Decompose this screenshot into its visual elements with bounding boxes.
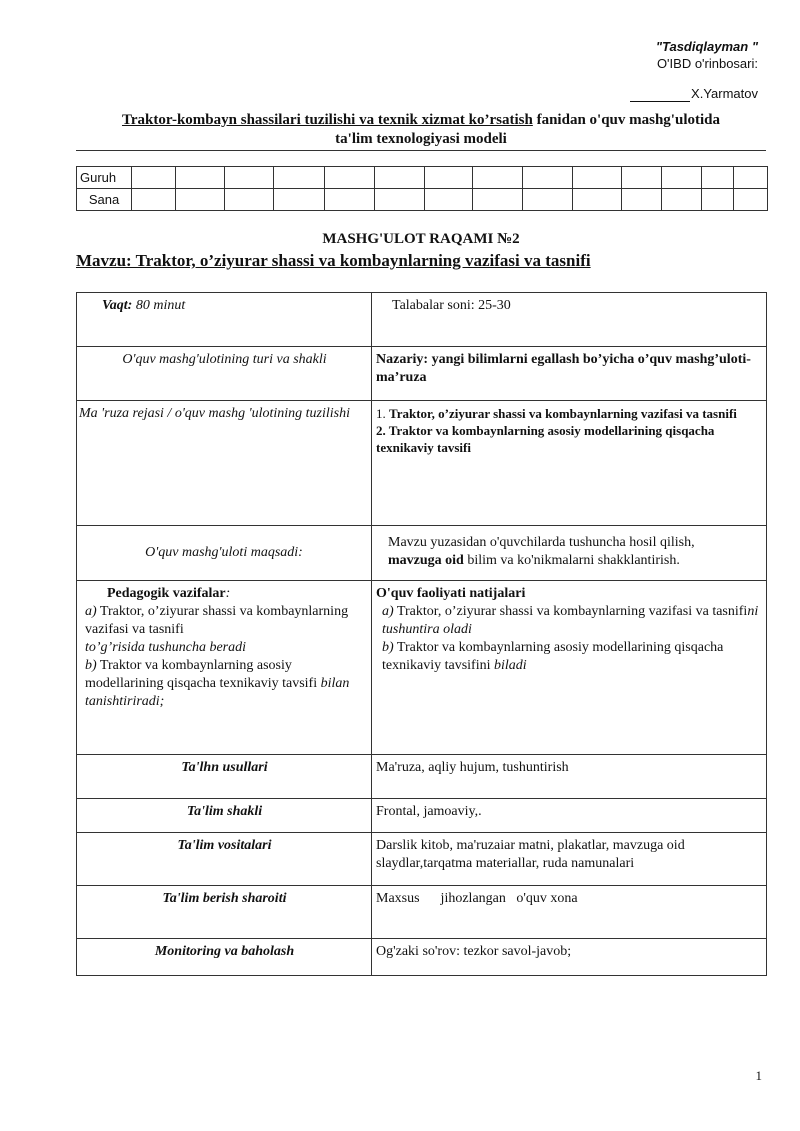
date-cell[interactable]	[375, 189, 425, 211]
form-label: Ta'lim shakli	[186, 804, 263, 819]
goal-value-cell	[372, 526, 767, 581]
res-a-text: Traktor, o’ziyurar shassi va kombaynlarning vazifasi va tasnifi	[393, 604, 748, 619]
date-cell[interactable]	[702, 189, 734, 211]
monitoring-value-cell	[372, 939, 767, 976]
res-b-text: Traktor va kombaynlarning asosiy modellarining qisqacha texnikaviy tavsifini	[382, 640, 724, 673]
ped-a-text: Traktor, o’ziyurar shassi va kombaynlarning vazifasi va tasnifi	[85, 604, 349, 637]
monitoring-value: Og'zaki so'rov: tezkor savol-javob;	[376, 944, 572, 959]
res-a-italic: ni tushuntira oladi	[382, 604, 759, 637]
title-line2: ta'lim texnologiyasi modeli	[335, 131, 507, 147]
conditions-label: Ta'lim berish sharoiti	[162, 891, 287, 906]
table-row	[77, 293, 767, 347]
approval-position: O'IBD o'rinbosari:	[656, 56, 758, 71]
ped-item-a	[85, 603, 368, 657]
date-cell[interactable]	[176, 189, 225, 211]
group-cell[interactable]	[325, 167, 375, 189]
res-b-italic: biladi	[493, 658, 527, 673]
approval-title: "Tasdiqlayman "	[655, 39, 758, 54]
table-row	[77, 755, 767, 799]
group-cell[interactable]	[132, 167, 176, 189]
table-row	[77, 581, 767, 755]
form-value: Frontal, jamoaviy,.	[376, 804, 482, 819]
date-cell[interactable]	[523, 189, 573, 211]
date-cell[interactable]	[662, 189, 702, 211]
plan-value-cell	[372, 401, 767, 526]
means-label: Ta'lim vositalari	[177, 838, 272, 853]
type-label: O'quv mashg'ulotining turi va shakli	[122, 352, 327, 367]
group-cell[interactable]	[425, 167, 473, 189]
result-item-a	[376, 603, 763, 639]
learning-results-cell	[372, 581, 767, 755]
group-cell[interactable]	[662, 167, 702, 189]
results-title: O'quv faoliyati natijalari	[376, 586, 526, 601]
type-label-cell	[77, 347, 372, 401]
table-row	[77, 526, 767, 581]
pedagogical-tasks-cell	[77, 581, 372, 755]
ped-b-text: Traktor va kombaynlarning asosiy modellarining qisqacha texnikaviy tavsifi	[85, 658, 321, 691]
signature-name: X.Yarmatov	[691, 86, 758, 101]
page-number: 1	[755, 1068, 762, 1083]
methods-value-cell	[372, 755, 767, 799]
date-label: Sana	[77, 189, 132, 211]
conditions-value: Maxsus jihozlangan o'quv xona	[376, 891, 578, 906]
group-cell[interactable]	[573, 167, 622, 189]
goal-bold: mavzuga oid	[388, 553, 464, 568]
means-label-cell	[77, 833, 372, 886]
document-title	[76, 111, 766, 149]
time-label: Vaqt:	[102, 298, 133, 313]
means-value: Darslik kitob, ma'ruzaiar matni, plakatlar, mavzuga oid slaydlar,tarqatma materiallar, ruda namunalari	[376, 838, 685, 871]
plan-item-1-num: 1.	[376, 406, 389, 421]
methods-value: Ma'ruza, aqliy hujum, tushuntirish	[376, 760, 569, 775]
plan-item-1	[376, 405, 763, 422]
date-cell[interactable]	[325, 189, 375, 211]
goal-text-1: Mavzu yuzasidan o'quvchilarda tushuncha hosil qilish,	[388, 535, 695, 550]
conditions-value-cell	[372, 886, 767, 939]
group-cell[interactable]	[702, 167, 734, 189]
table-row	[77, 347, 767, 401]
goal-text-2: bilim va ko'nikmalarni shakklantirish.	[463, 553, 680, 568]
res-a-marker: a)	[382, 604, 394, 619]
res-b-marker: b)	[382, 640, 394, 655]
signature-line	[630, 101, 690, 102]
table-row	[77, 799, 767, 833]
ped-a-italic: to’g’risida tushuncha beradi	[85, 640, 246, 655]
goal-label-cell	[77, 526, 372, 581]
means-value-cell	[372, 833, 767, 886]
conditions-label-cell	[77, 886, 372, 939]
goal-label: O'quv mashg'uloti maqsadi:	[145, 545, 303, 560]
date-row	[77, 189, 768, 211]
methods-label-cell	[77, 755, 372, 799]
group-cell[interactable]	[375, 167, 425, 189]
date-cell[interactable]	[425, 189, 473, 211]
ped-b-marker: b)	[85, 658, 97, 673]
table-row	[77, 939, 767, 976]
group-label: Guruh	[77, 167, 132, 189]
group-cell[interactable]	[622, 167, 662, 189]
students-count: Talabalar soni: 25-30	[392, 298, 511, 313]
plan-label: Ma 'ruza rejasi / o'quv mashg 'ulotining tuzilishi	[79, 406, 350, 421]
students-cell	[372, 293, 767, 347]
group-cell[interactable]	[473, 167, 523, 189]
date-cell[interactable]	[274, 189, 325, 211]
title-divider	[76, 150, 766, 151]
lesson-model-table	[76, 292, 767, 976]
date-cell[interactable]	[473, 189, 523, 211]
plan-item-2: 2. Traktor va kombaynlarning asosiy modellarining qisqacha texnikaviy tavsifi	[376, 423, 715, 455]
monitoring-label-cell	[77, 939, 372, 976]
time-cell	[77, 293, 372, 347]
group-cell[interactable]	[523, 167, 573, 189]
group-date-table	[76, 166, 768, 211]
ped-a-marker: a)	[85, 604, 97, 619]
group-row	[77, 167, 768, 189]
date-cell[interactable]	[734, 189, 768, 211]
table-row	[77, 886, 767, 939]
table-row	[77, 833, 767, 886]
date-cell[interactable]	[132, 189, 176, 211]
group-cell[interactable]	[274, 167, 325, 189]
approval-block	[630, 38, 758, 102]
ped-title-line	[85, 585, 368, 603]
group-cell[interactable]	[734, 167, 768, 189]
date-cell[interactable]	[225, 189, 274, 211]
result-item-b	[376, 639, 763, 675]
form-label-cell	[77, 799, 372, 833]
ped-colon: :	[225, 586, 231, 601]
approval-signature	[630, 85, 758, 102]
monitoring-label: Monitoring va baholash	[154, 944, 295, 959]
ped-item-b	[85, 657, 368, 711]
title-rest: fanidan o'quv mashg'ulotida	[532, 112, 720, 128]
plan-item-1-text: Traktor, o’ziyurar shassi va kombaynlarning vazifasi va tasnifi	[389, 406, 737, 421]
plan-label-cell	[77, 401, 372, 526]
form-value-cell	[372, 799, 767, 833]
topic-heading: Mavzu: Traktor, o’ziyurar shassi va kombaynlarning vazifasi va tasnifi	[76, 251, 591, 270]
group-cell[interactable]	[225, 167, 274, 189]
session-number: MASHG'ULOT RAQAMI №2	[322, 231, 520, 247]
date-cell[interactable]	[573, 189, 622, 211]
type-value: Nazariy: yangi bilimlarni egallash bo’yicha o’quv mashg’uloti-ma’ruza	[376, 352, 751, 385]
ped-title: Pedagogik vazifalar	[107, 586, 226, 601]
time-value: 80 minut	[132, 298, 186, 313]
methods-label: Ta'lhn usullari	[181, 760, 268, 775]
date-cell[interactable]	[622, 189, 662, 211]
ped-b-italic: bilan tanishtiriradi;	[85, 676, 350, 709]
type-value-cell	[372, 347, 767, 401]
subject-name: Traktor-kombayn shassilari tuzilishi va texnik xizmat ko’rsatish	[121, 112, 533, 128]
table-row	[77, 401, 767, 526]
group-cell[interactable]	[176, 167, 225, 189]
